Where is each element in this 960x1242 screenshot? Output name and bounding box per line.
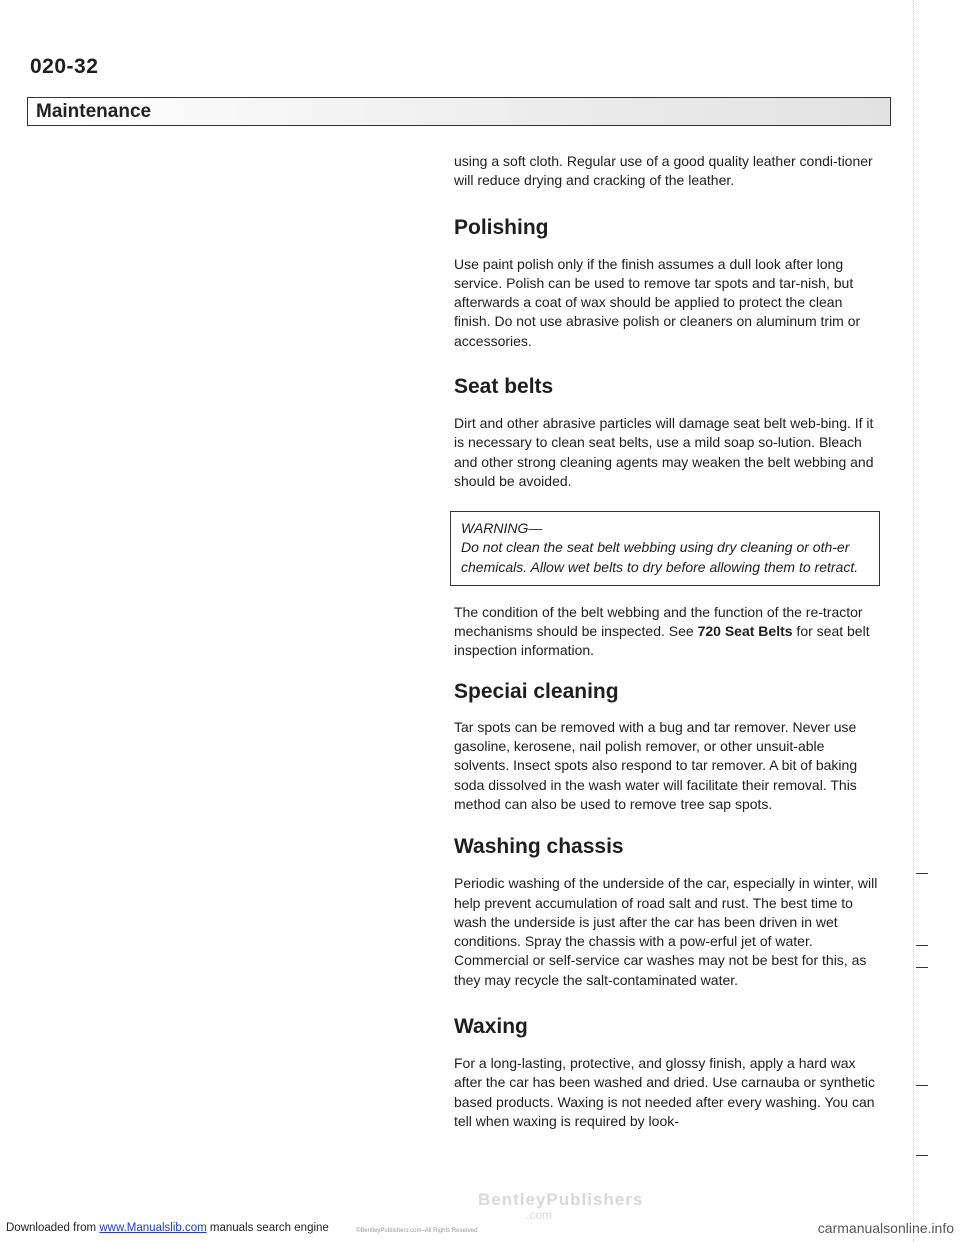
page-number: 020-32	[30, 55, 99, 78]
margin-tick	[916, 1155, 928, 1156]
margin-tick	[916, 873, 928, 874]
belt-inspection-paragraph	[454, 603, 880, 661]
section-title: Maintenance	[36, 101, 152, 122]
heading-washing-chassis: Washing chassis	[454, 835, 624, 859]
heading-waxing: Waxing	[454, 1015, 528, 1039]
heading-seat-belts: Seat belts	[454, 375, 554, 399]
seat-belts-paragraph: Dirt and other abrasive particles will damage seat belt web-bing. If it is necessary to clean seat belts, use a mild soap so-lution. Bleach and other strong cleaning agents may weaken the belt webbing and should be avoided.	[454, 415, 874, 489]
warning-box	[450, 511, 880, 586]
polishing-paragraph: Use paint polish only if the finish assumes a dull look after long service. Polish can be used to remove tar spots and tar-nish, but afterwards a coat of wax should be applied to protect the clean finish. Do not use abrasive polish or cleaners on aluminum trim or accessories.	[454, 255, 861, 349]
margin-tick	[916, 967, 928, 968]
heading-polishing: Polishing	[454, 215, 549, 239]
download-prefix: Downloaded from	[6, 1222, 100, 1234]
download-suffix: manuals search engine	[206, 1222, 329, 1234]
belt-inspection-text: The condition of the belt webbing and the function of the re-tractor mechanisms should be inspected. See	[454, 603, 863, 640]
download-footer	[6, 1222, 329, 1234]
washing-chassis-paragraph: Periodic washing of the underside of the car, especially in winter, will help prevent accumulation of road salt and rust. The best time to wash the underside is just after the car has been driven in wet conditions. Spray the chassis with a pow-erful jet of water. Commercial or self-service car washes may not be best for this, as they may recycle the salt-contaminated water.	[454, 875, 878, 988]
warning-text: Do not clean the seat belt webbing using dry cleaning or oth-er chemicals. Allow wet belts to dry before allowing them to retract.	[461, 539, 859, 575]
main-content	[454, 152, 880, 1131]
scan-edge-line	[913, 0, 915, 1242]
cross-reference-seat-belts: 720 Seat Belts	[697, 623, 793, 640]
margin-tick	[916, 1085, 928, 1086]
margin-tick	[916, 945, 928, 946]
waxing-paragraph: For a long-lasting, protective, and glossy finish, apply a hard wax after the car has been washed and dried. Use carnauba or synthetic based products. Waxing is not needed after every washing. You can tell when waxing is required by look-	[454, 1055, 876, 1129]
warning-title: WARNING—	[461, 520, 543, 537]
belt-inspection-text-end: for seat belt inspection information.	[454, 623, 870, 659]
special-cleaning-paragraph: Tar spots can be removed with a bug and tar remover. Never use gasoline, kerosene, nail polish remover, or other unsuit-able solvents. Insect spots also respond to tar remover. A bit of baking soda dissolved in the wash water will facilitate their removal. This method can also be used to remove tree sap spots.	[454, 718, 858, 812]
intro-paragraph: using a soft cloth. Regular use of a good quality leather condi-tioner will reduce drying and cracking of the leather.	[454, 153, 873, 189]
watermark-domain: .com	[526, 1208, 553, 1222]
copyright-notice: ©BentleyPublishers.com–All Rights Reserved	[356, 1228, 478, 1234]
heading-special-cleaning: Speciai cleaning	[454, 679, 619, 703]
section-header-bar	[27, 97, 891, 126]
watermark-logo: BentleyPublishers	[478, 1190, 644, 1209]
site-footer-credit: carmanualsonline.info	[817, 1220, 954, 1236]
manualslib-link[interactable]: www.Manualslib.com	[99, 1222, 207, 1234]
